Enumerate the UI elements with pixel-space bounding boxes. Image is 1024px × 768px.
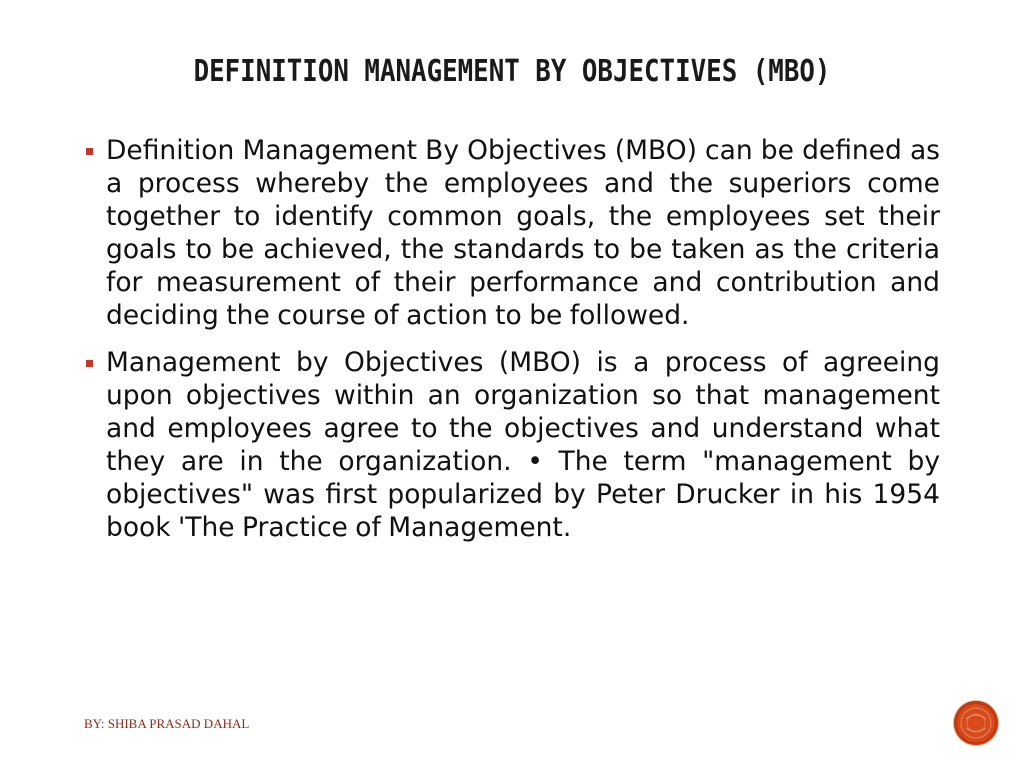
slide-title: DEFINITION MANAGEMENT BY OBJECTIVES (MBO) bbox=[193, 54, 831, 89]
footer-author: BY: SHIBA PRASAD DAHAL bbox=[84, 716, 250, 731]
square-bullet-icon bbox=[86, 360, 93, 367]
square-bullet-icon bbox=[86, 148, 93, 155]
bullet-item-definition bbox=[84, 134, 940, 332]
bullet-item-process bbox=[84, 346, 940, 544]
bullet-text: Management by Objectives (MBO) is a process of agreeing upon objectives within an organization so that management and employees agree to the objectives and understand what they are in the organization. • The term "management by objectives" was first popularized by Peter Drucker in his 1954 book 'The Practice of Management. bbox=[106, 347, 940, 543]
bullet-text: Definition Management By Objectives (MBO) can be defined as a process whereby the employees and the superiors come together to identify common goals, the employees set their goals to be achieved, the standards to be taken as the criteria for measurement of their performance and contribution and deciding the course of action to be followed. bbox=[106, 135, 940, 331]
circle-badge-icon bbox=[954, 701, 998, 745]
bullet-list bbox=[84, 134, 940, 558]
